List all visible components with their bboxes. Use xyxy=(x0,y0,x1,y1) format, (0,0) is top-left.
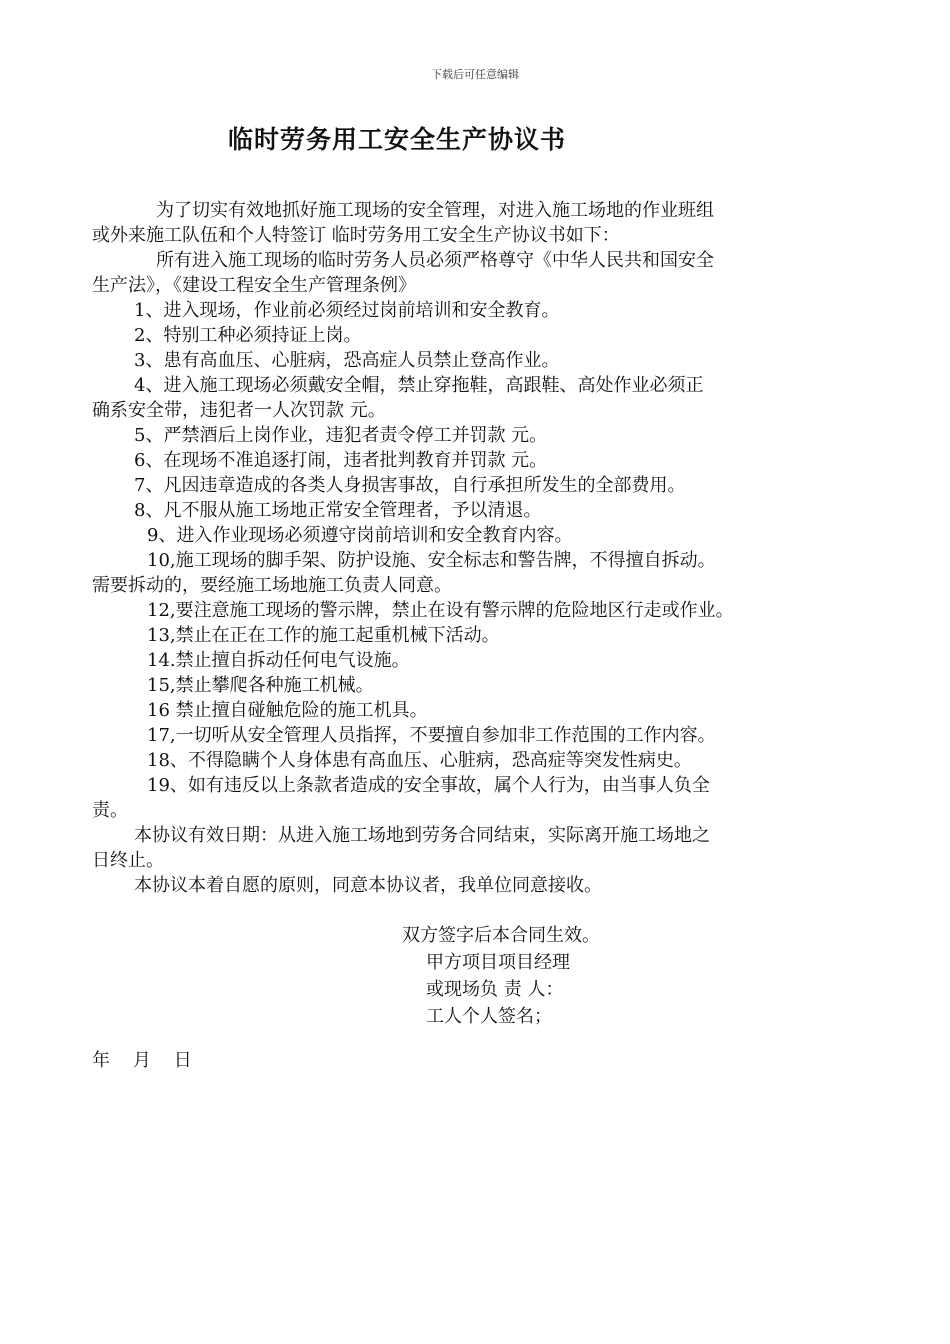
consent-line: 本协议本着自愿的原则，同意本协议者，我单位同意接收。 xyxy=(134,875,602,896)
clause-7: 7、凡因违章造成的各类人身损害事故，自行承担所发生的全部费用。 xyxy=(134,475,686,496)
intro-line: 所有进入施工现场的临时劳务人员必须严格尊守《中华人民共和国安全 xyxy=(156,250,714,271)
clause-1: 1、进入现场，作业前必须经过岗前培训和安全教育。 xyxy=(134,300,560,321)
clause-17: 17,一切听从安全管理人员指挥，不要擅自参加非工作范围的工作内容。 xyxy=(147,725,716,746)
clause-15: 15,禁止攀爬各种施工机械。 xyxy=(147,675,374,696)
clause-14: 14.禁止擅自拆动任何电气设施。 xyxy=(147,650,410,671)
clause-6: 6、在现场不准追逐打闹，违者批判教育并罚款 元。 xyxy=(134,450,548,471)
clause-4-cont: 确系安全带，违犯者一人次罚款 元。 xyxy=(92,400,386,421)
clause-5: 5、严禁酒后上岗作业，违犯者责令停工并罚款 元。 xyxy=(134,425,548,446)
intro-line: 或外来施工队伍和个人特签订 临时劳务用工安全生产协议书如下： xyxy=(92,225,620,246)
page-header: 下载后可任意编辑 xyxy=(431,68,519,81)
party-a-label: 甲方项目项目经理 xyxy=(426,952,570,973)
validity-line-cont: 日终止。 xyxy=(92,850,164,871)
date-line: 年 月 日 xyxy=(92,1050,192,1071)
intro-line: 为了切实有效地抓好施工现场的安全管理，对进入施工场地的作业班组 xyxy=(156,200,714,221)
clause-4: 4、进入施工现场必须戴安全帽，禁止穿拖鞋，高跟鞋、高处作业必须正 xyxy=(134,375,704,396)
effective-note: 双方签字后本合同生效。 xyxy=(402,925,600,946)
clause-10: 10,施工现场的脚手架、防护设施、安全标志和警告牌，不得擅自拆动。 xyxy=(147,550,716,571)
clause-2: 2、特别工种必须持证上岗。 xyxy=(134,325,362,346)
intro-line: 生产法》，《建设工程安全生产管理条例》 xyxy=(92,275,416,296)
clause-19-cont: 责。 xyxy=(92,800,128,821)
clause-3: 3、患有高血压、心脏病，恐高症人员禁止登高作业。 xyxy=(134,350,560,371)
document-body xyxy=(92,198,862,898)
site-manager-label: 或现场负 责 人： xyxy=(426,979,564,1000)
clause-13: 13,禁止在正在工作的施工起重机械下活动。 xyxy=(147,625,500,646)
clause-19: 19、如有违反以上条款者造成的安全事故，属个人行为，由当事人负全 xyxy=(147,775,710,796)
validity-line: 本协议有效日期：从进入施工场地到劳务合同结束，实际离开施工场地之 xyxy=(134,825,710,846)
clause-10-cont: 需要拆动的，要经施工场地施工负责人同意。 xyxy=(92,575,452,596)
clause-9: 9、进入作业现场必须遵守岗前培训和安全教育内容。 xyxy=(147,525,573,546)
document-title: 临时劳务用工安全生产协议书 xyxy=(228,125,567,154)
clause-12: 12,要注意施工现场的警示牌，禁止在设有警示牌的危险地区行走或作业。 xyxy=(147,600,734,621)
clause-18: 18、不得隐瞒个人身体患有高血压、心脏病，恐高症等突发性病史。 xyxy=(147,750,692,771)
clause-16: 16 禁止擅自碰触危险的施工机具。 xyxy=(147,700,428,721)
signature-block xyxy=(402,922,600,1030)
clause-8: 8、凡不服从施工场地正常安全管理者，予以清退。 xyxy=(134,500,542,521)
worker-signature-label: 工人个人签名； xyxy=(426,1006,552,1027)
